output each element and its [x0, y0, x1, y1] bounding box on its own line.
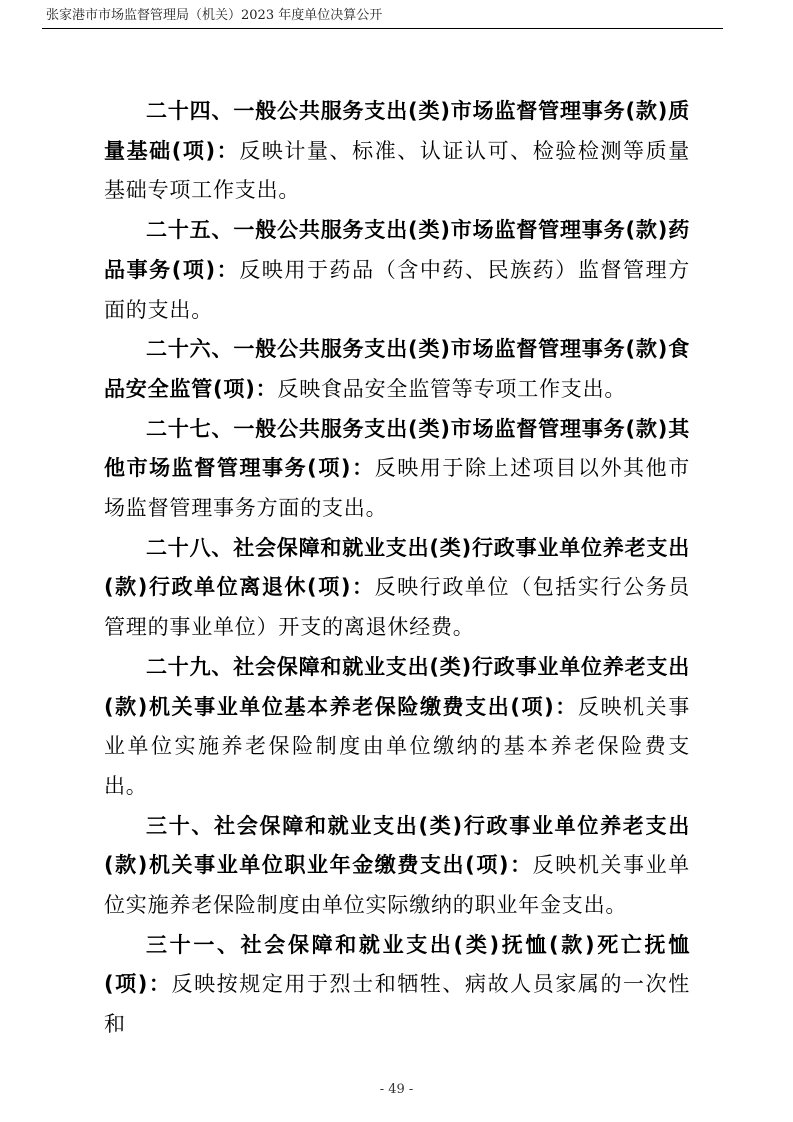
paragraph-heading: 二十八、社会保障和就业支出(类)行政事业单位养老支出(款)行政单位离退休(项)：: [104, 535, 690, 600]
paragraph-item-25: [104, 211, 690, 330]
paragraph-heading: 三十、社会保障和就业支出(类)行政事业单位养老支出(款)机关事业单位职业年金缴费支出(项)：: [104, 813, 690, 878]
paragraph-heading: 二十六、一般公共服务支出(类)市场监督管理事务(款)食品安全监管(项)：: [104, 337, 690, 401]
paragraph-text: 反映食品安全监管等专项工作支出。: [277, 376, 627, 401]
paragraph-item-24: [104, 92, 690, 211]
paragraph-item-28: [104, 529, 690, 648]
paragraph-heading: 二十五、一般公共服务支出(类)市场监督管理事务(款)药品事务(项)：: [104, 218, 690, 282]
paragraph-text: 反映机关事业单位实施养老保险制度由单位缴纳的基本养老保险费支出。: [104, 694, 691, 798]
page-number: - 49 -: [379, 1082, 414, 1097]
page-header-title: 张家港市市场监督管理局（机关）2023 年度单位决算公开: [46, 8, 383, 23]
paragraph-item-31: [104, 926, 690, 1045]
document-body: [104, 92, 690, 1045]
paragraph-item-30: [104, 807, 690, 926]
paragraph-text: 反映按规定用于烈士和牺牲、病故人员家属的一次性和: [104, 972, 690, 1037]
paragraph-text: 反映行政单位（包括实行公务员管理的事业单位）开支的离退休经费。: [104, 575, 691, 640]
paragraph-item-29: [104, 648, 690, 807]
paragraph-item-27: [104, 410, 690, 529]
paragraph-text: 反映计量、标准、认证认可、检验检测等质量基础专项工作支出。: [104, 138, 690, 203]
paragraph-heading: 三十一、社会保障和就业支出(类)抚恤(款)死亡抚恤(项)：: [104, 932, 690, 997]
paragraph-heading: 二十九、社会保障和就业支出(类)行政事业单位养老支出(款)机关事业单位基本养老保险缴费支出(项)：: [104, 654, 690, 719]
paragraph-text: 反映用于药品（含中药、民族药）监督管理方面的支出。: [104, 257, 690, 322]
paragraph-heading: 二十四、一般公共服务支出(类)市场监督管理事务(款)质量基础(项)：: [104, 99, 690, 163]
paragraph-item-26: [104, 330, 690, 409]
paragraph-text: 反映机关事业单位实施养老保险制度由单位实际缴纳的职业年金支出。: [104, 853, 690, 918]
paragraph-text: 反映用于除上述项目以外其他市场监督管理事务方面的支出。: [104, 456, 690, 521]
paragraph-heading: 二十七、一般公共服务支出(类)市场监督管理事务(款)其他市场监督管理事务(项)：: [104, 416, 690, 481]
header-divider: [42, 28, 723, 29]
